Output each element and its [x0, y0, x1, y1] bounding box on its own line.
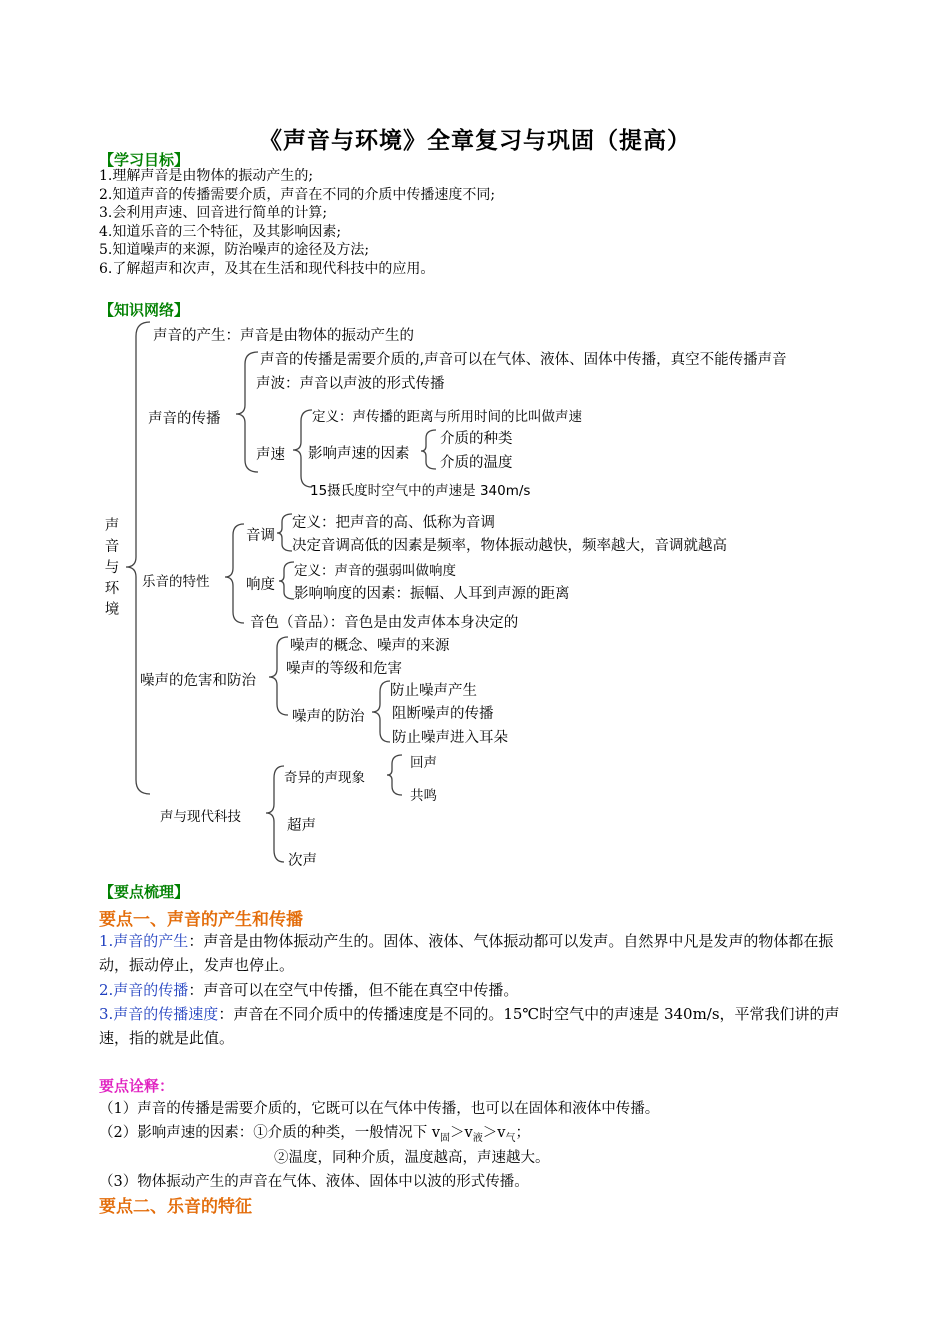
node-pitch-factor: 决定音调高低的因素是频率，物体振动越快，频率越大，音调就越高: [292, 538, 727, 554]
node-production: 声音的产生：声音是由物体的振动产生的: [153, 328, 414, 344]
objective-item: 2.知道声音的传播需要介质，声音在不同的介质中传播速度不同;: [99, 186, 496, 203]
para-text: ：声音是由物体振动产生的。固体、液体、气体振动都可以发声。自然界中凡是发声的物体都在振动，振动停止，发声也停止。: [99, 932, 834, 974]
node-musical: 乐音的特性: [142, 574, 210, 590]
node-speed-factors: 影响声速的因素: [308, 446, 410, 462]
keypoint-1-para-1: [99, 929, 859, 977]
para-label: 1.声音的产生: [99, 932, 189, 950]
node-ultrasound: 超声: [287, 818, 316, 834]
node-noise-control: 噪声的防治: [292, 709, 365, 725]
node-speed: 声速: [256, 447, 285, 463]
para-text: ：声音在不同介质中的传播速度是不同的。15℃时空气中的声速是 340m/s，平常我们讲的声速，指的就是此值。: [99, 1005, 840, 1047]
node-factor-temperature: 介质的温度: [440, 455, 513, 471]
node-infrasound: 次声: [288, 853, 317, 869]
explain-text: （2）影响声速的因素：①介质的种类，一般情况下 v: [99, 1125, 441, 1141]
page-title: 《声音与环境》全章复习与巩固（提高）: [259, 127, 691, 154]
propagation-brace: [236, 352, 258, 472]
explain-line: ②温度，同种介质，温度越高，声速越大。: [274, 1150, 550, 1166]
node-speed-definition: 定义：声传播的距离与所用时间的比叫做声速: [312, 409, 582, 425]
explain-text: ＞v: [482, 1125, 506, 1141]
objective-item: 1.理解声音是由物体的振动产生的;: [99, 168, 314, 184]
objective-item: 6.了解超声和次声，及其在生活和现代科技中的应用。: [99, 260, 435, 277]
pitch-brace: [277, 514, 292, 551]
node-wave: 声波：声音以声波的形式传播: [256, 376, 445, 392]
tech-brace: [266, 766, 284, 862]
node-noise-control-item: 阻断噪声的传播: [392, 706, 494, 722]
explain-line: [99, 1121, 530, 1144]
factors-brace: [421, 430, 436, 469]
root-brace: [126, 322, 150, 794]
node-noise-concept: 噪声的概念、噪声的来源: [290, 638, 450, 654]
explain-line: （3）物体振动产生的声音在气体、液体、固体中以波的形式传播。: [99, 1174, 529, 1190]
explain-text: ；: [515, 1125, 530, 1141]
para-text: ：声音可以在空气中传播，但不能在真空中传播。: [188, 981, 519, 999]
node-noise: 噪声的危害和防治: [140, 673, 256, 689]
node-medium: 声音的传播是需要介质的,声音可以在气体、液体、固体中传播，真空不能传播声音: [260, 352, 787, 368]
node-timbre: 音色（音品）：音色是由发声体本身决定的: [250, 615, 519, 631]
node-propagation: 声音的传播: [148, 411, 221, 427]
node-noise-control-item: 防止噪声产生: [390, 683, 477, 699]
keypoints-heading: 【要点梳理】: [99, 883, 190, 901]
node-noise-control-item: 防止噪声进入耳朵: [392, 730, 508, 746]
node-noise-level: 噪声的等级和危害: [286, 661, 402, 677]
explain-text: ＞v: [450, 1125, 473, 1141]
node-pitch: 音调: [246, 528, 275, 544]
node-factor-medium: 介质的种类: [440, 431, 513, 447]
para-label: 3.声音的传播速度: [99, 1005, 219, 1023]
node-loudness-definition: 定义：声音的强弱叫做响度: [294, 563, 456, 579]
para-label: 2.声音的传播: [99, 981, 189, 999]
keypoint-1-title: 要点一、声音的产生和传播: [99, 910, 303, 930]
node-strange: 奇异的声现象: [284, 770, 365, 786]
node-tech: 声与现代科技: [160, 809, 241, 825]
objective-item: 3.会利用声速、回音进行简单的计算;: [99, 205, 328, 221]
subscript: 固: [440, 1132, 451, 1144]
objective-item: 4.知道乐音的三个特征，及其影响因素;: [99, 223, 342, 240]
loudness-brace: [279, 562, 294, 599]
objective-item: 5.知道噪声的来源，防治噪声的途径及方法;: [99, 242, 370, 258]
node-echo: 回声: [410, 755, 437, 771]
node-speed-15c: 15摄氏度时空气中的声速是 340m/s: [310, 483, 531, 499]
node-loudness: 响度: [246, 577, 275, 593]
noise-control-brace: [372, 681, 390, 742]
node-loudness-factor: 影响响度的因素：振幅、人耳到声源的距离: [294, 586, 570, 602]
network-root: 声音与环境: [104, 518, 120, 618]
node-pitch-definition: 定义：把声音的高、低称为音调: [292, 515, 495, 531]
explain-line: （1）声音的传播是需要介质的，它既可以在气体中传播，也可以在固体和液体中传播。: [99, 1101, 660, 1117]
keypoint-1-para-2: [99, 978, 859, 1002]
keypoint-1-para-3: [99, 1002, 859, 1050]
subscript: 气: [505, 1132, 516, 1144]
objectives-heading: 【学习目标】: [99, 151, 190, 169]
musical-brace: [225, 524, 244, 623]
explain-title: 要点诠释：: [99, 1077, 175, 1095]
network-heading: 【知识网络】: [99, 301, 190, 319]
strange-brace: [387, 755, 402, 795]
node-resonance: 共鸣: [410, 788, 437, 804]
subscript: 液: [472, 1132, 483, 1144]
keypoint-2-title: 要点二、乐音的特征: [99, 1197, 252, 1217]
